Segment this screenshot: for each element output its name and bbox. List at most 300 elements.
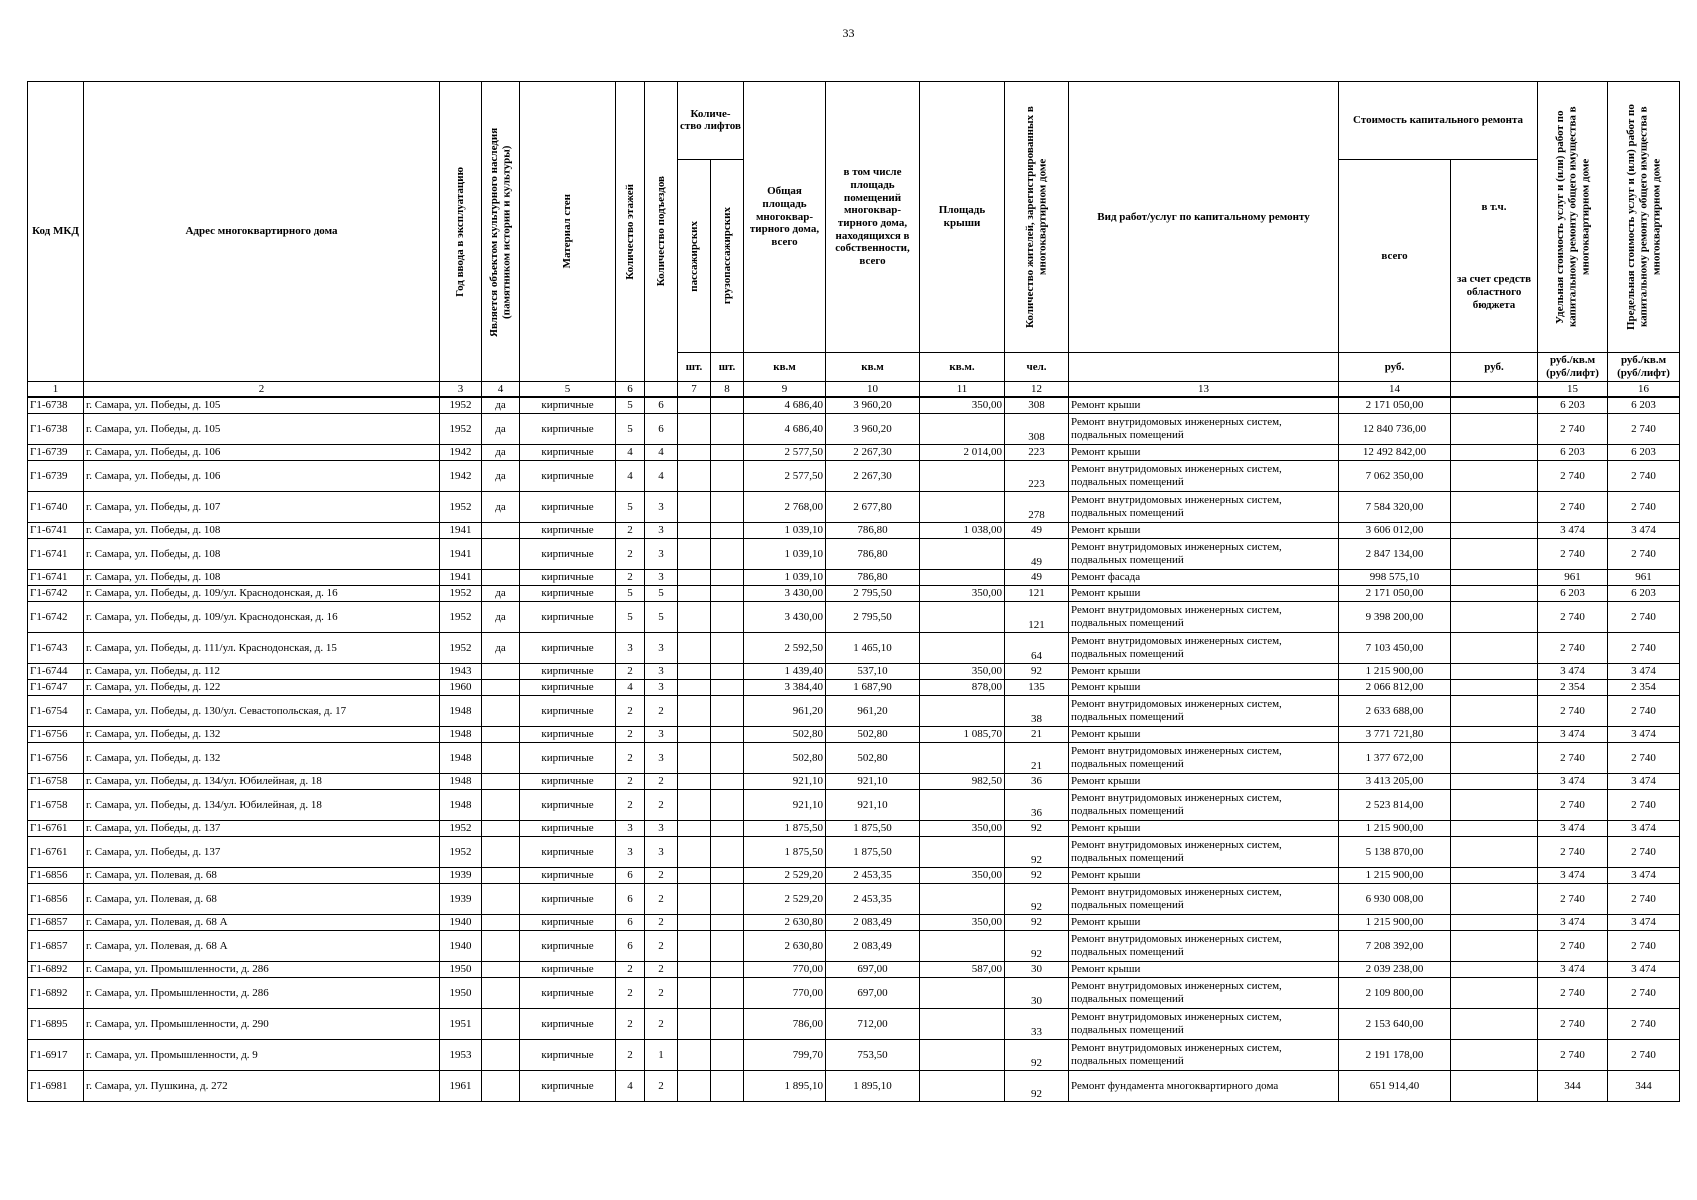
cell-roof-area xyxy=(920,790,1005,821)
cell-limit-cost: 2 740 xyxy=(1608,837,1680,868)
cell-cost-total: 12 840 736,00 xyxy=(1339,414,1451,445)
page-number: 33 xyxy=(842,26,855,40)
cell-entrances: 3 xyxy=(645,727,678,743)
cell-code: Г1-6892 xyxy=(28,962,84,978)
cell-limit-cost: 2 740 xyxy=(1608,414,1680,445)
cell-roof-area: 350,00 xyxy=(920,915,1005,931)
cell-code: Г1-6758 xyxy=(28,790,84,821)
cell-material: кирпичные xyxy=(520,1071,616,1102)
cell-heritage xyxy=(482,931,520,962)
cell-heritage xyxy=(482,884,520,915)
cell-material: кирпичные xyxy=(520,633,616,664)
cell-entrances: 2 xyxy=(645,1071,678,1102)
header-floors-text: Количество этажей xyxy=(623,183,636,280)
cell-roof-area xyxy=(920,978,1005,1009)
cell-entrances: 2 xyxy=(645,962,678,978)
header-floors xyxy=(616,82,645,382)
cell-heritage: да xyxy=(482,633,520,664)
cell-lifts-pass xyxy=(678,492,711,523)
column-number: 5 xyxy=(520,382,616,398)
cell-roof-area xyxy=(920,602,1005,633)
cell-unit-cost: 2 740 xyxy=(1538,633,1608,664)
cell-entrances: 2 xyxy=(645,931,678,962)
cell-heritage xyxy=(482,868,520,884)
cell-owned-area: 2 267,30 xyxy=(826,445,920,461)
cell-code: Г1-6742 xyxy=(28,586,84,602)
cell-code: Г1-6856 xyxy=(28,884,84,915)
cell-lifts-cargo xyxy=(711,602,744,633)
header-entrances-text: Количество подъездов xyxy=(654,176,667,287)
cell-heritage: да xyxy=(482,492,520,523)
cell-lifts-cargo xyxy=(711,1040,744,1071)
cell-residents: 38 xyxy=(1005,696,1069,727)
cell-code: Г1-6741 xyxy=(28,523,84,539)
cell-owned-area: 712,00 xyxy=(826,1009,920,1040)
cell-code: Г1-6741 xyxy=(28,539,84,570)
cell-floors: 2 xyxy=(616,523,645,539)
table-row xyxy=(28,461,1680,492)
cell-cost-regional xyxy=(1451,414,1538,445)
cell-floors: 2 xyxy=(616,664,645,680)
header-lifts-pass xyxy=(678,159,711,352)
cell-floors: 4 xyxy=(616,445,645,461)
cell-entrances: 3 xyxy=(645,539,678,570)
cell-total-area: 2 592,50 xyxy=(744,633,826,664)
cell-cost-regional xyxy=(1451,1071,1538,1102)
unit-lifts-cargo: шт. xyxy=(711,353,744,382)
cell-lifts-pass xyxy=(678,931,711,962)
header-lifts-pass-text: пассажирских xyxy=(687,220,700,292)
cell-residents: 49 xyxy=(1005,523,1069,539)
cell-lifts-pass xyxy=(678,414,711,445)
cell-owned-area: 786,80 xyxy=(826,539,920,570)
cell-residents: 92 xyxy=(1005,868,1069,884)
cell-lifts-cargo xyxy=(711,664,744,680)
column-number: 15 xyxy=(1538,382,1608,398)
cell-entrances: 2 xyxy=(645,696,678,727)
cell-floors: 2 xyxy=(616,774,645,790)
cell-cost-total: 2 153 640,00 xyxy=(1339,1009,1451,1040)
cell-floors: 2 xyxy=(616,1040,645,1071)
cell-work-type: Ремонт крыши xyxy=(1069,680,1339,696)
cell-unit-cost: 2 740 xyxy=(1538,790,1608,821)
header-total-area: Общая площадь многоквар-тирного дома, всего xyxy=(744,82,826,353)
header-lifts-cargo xyxy=(711,159,744,352)
cell-total-area: 1 439,40 xyxy=(744,664,826,680)
cell-owned-area: 697,00 xyxy=(826,978,920,1009)
cell-roof-area: 350,00 xyxy=(920,664,1005,680)
cell-lifts-cargo xyxy=(711,397,744,414)
cell-lifts-pass xyxy=(678,1040,711,1071)
cell-limit-cost: 6 203 xyxy=(1608,586,1680,602)
cell-unit-cost: 2 354 xyxy=(1538,680,1608,696)
cell-code: Г1-6740 xyxy=(28,492,84,523)
cell-lifts-cargo xyxy=(711,539,744,570)
cell-heritage xyxy=(482,1009,520,1040)
cell-cost-regional xyxy=(1451,727,1538,743)
unit-unit-cost: руб./кв.м (руб/лифт) xyxy=(1538,353,1608,382)
cell-residents: 30 xyxy=(1005,978,1069,1009)
cell-cost-regional xyxy=(1451,962,1538,978)
cell-limit-cost: 2 354 xyxy=(1608,680,1680,696)
table-row xyxy=(28,978,1680,1009)
cell-cost-total: 2 633 688,00 xyxy=(1339,696,1451,727)
cell-entrances: 3 xyxy=(645,492,678,523)
cell-lifts-cargo xyxy=(711,774,744,790)
cell-cost-regional xyxy=(1451,445,1538,461)
column-number: 8 xyxy=(711,382,744,398)
cell-limit-cost: 2 740 xyxy=(1608,602,1680,633)
cell-roof-area xyxy=(920,1040,1005,1071)
cell-material: кирпичные xyxy=(520,445,616,461)
table-row xyxy=(28,821,1680,837)
cell-limit-cost: 3 474 xyxy=(1608,868,1680,884)
cell-code: Г1-6917 xyxy=(28,1040,84,1071)
cell-address: г. Самара, ул. Победы, д. 137 xyxy=(84,821,440,837)
cell-entrances: 2 xyxy=(645,1009,678,1040)
cell-unit-cost: 2 740 xyxy=(1538,414,1608,445)
cell-work-type: Ремонт внутридомовых инженерных систем, подвальных помещений xyxy=(1069,931,1339,962)
cell-lifts-cargo xyxy=(711,743,744,774)
unit-residents: чел. xyxy=(1005,353,1069,382)
cell-code: Г1-6761 xyxy=(28,821,84,837)
cell-lifts-pass xyxy=(678,461,711,492)
cell-limit-cost: 2 740 xyxy=(1608,743,1680,774)
cell-address: г. Самара, ул. Победы, д. 109/ул. Краснодонская, д. 16 xyxy=(84,586,440,602)
cell-owned-area: 2 795,50 xyxy=(826,602,920,633)
table-row xyxy=(28,664,1680,680)
cell-material: кирпичные xyxy=(520,1009,616,1040)
cell-cost-regional xyxy=(1451,743,1538,774)
cell-total-area: 1 039,10 xyxy=(744,570,826,586)
cell-lifts-cargo xyxy=(711,586,744,602)
unit-work-type xyxy=(1069,353,1339,382)
cell-owned-area: 502,80 xyxy=(826,727,920,743)
cell-heritage xyxy=(482,915,520,931)
cell-residents: 121 xyxy=(1005,602,1069,633)
cell-limit-cost: 2 740 xyxy=(1608,696,1680,727)
cell-residents: 30 xyxy=(1005,962,1069,978)
cell-entrances: 3 xyxy=(645,664,678,680)
cell-residents: 21 xyxy=(1005,727,1069,743)
cell-owned-area: 921,10 xyxy=(826,790,920,821)
cell-year: 1943 xyxy=(440,664,482,680)
cell-lifts-pass xyxy=(678,915,711,931)
cell-residents: 64 xyxy=(1005,633,1069,664)
unit-owned-area: кв.м xyxy=(826,353,920,382)
cell-total-area: 2 529,20 xyxy=(744,884,826,915)
cell-lifts-cargo xyxy=(711,523,744,539)
cell-residents: 92 xyxy=(1005,884,1069,915)
cell-owned-area: 2 453,35 xyxy=(826,868,920,884)
cell-floors: 4 xyxy=(616,461,645,492)
cell-year: 1952 xyxy=(440,821,482,837)
table-row xyxy=(28,743,1680,774)
cell-work-type: Ремонт внутридомовых инженерных систем, подвальных помещений xyxy=(1069,884,1339,915)
cell-entrances: 2 xyxy=(645,774,678,790)
cell-floors: 2 xyxy=(616,727,645,743)
cell-owned-area: 1 875,50 xyxy=(826,821,920,837)
cell-floors: 5 xyxy=(616,414,645,445)
cell-address: г. Самара, ул. Победы, д. 107 xyxy=(84,492,440,523)
cell-lifts-pass xyxy=(678,962,711,978)
cell-year: 1940 xyxy=(440,931,482,962)
cell-residents: 92 xyxy=(1005,664,1069,680)
table-row xyxy=(28,837,1680,868)
cell-year: 1952 xyxy=(440,397,482,414)
cell-lifts-cargo xyxy=(711,727,744,743)
cell-residents: 308 xyxy=(1005,414,1069,445)
cell-total-area: 786,00 xyxy=(744,1009,826,1040)
cell-material: кирпичные xyxy=(520,696,616,727)
cell-year: 1941 xyxy=(440,523,482,539)
cell-limit-cost: 3 474 xyxy=(1608,664,1680,680)
cell-cost-total: 2 847 134,00 xyxy=(1339,539,1451,570)
cell-floors: 3 xyxy=(616,837,645,868)
header-year-text: Год ввода в эксплуатацию xyxy=(454,166,467,297)
unit-limit-cost: руб./кв.м (руб/лифт) xyxy=(1608,353,1680,382)
cell-unit-cost: 2 740 xyxy=(1538,602,1608,633)
cell-total-area: 770,00 xyxy=(744,978,826,1009)
cell-address: г. Самара, ул. Промышленности, д. 286 xyxy=(84,962,440,978)
unit-total-area: кв.м xyxy=(744,353,826,382)
cell-unit-cost: 2 740 xyxy=(1538,696,1608,727)
cell-cost-total: 2 523 814,00 xyxy=(1339,790,1451,821)
cell-material: кирпичные xyxy=(520,837,616,868)
cell-floors: 2 xyxy=(616,539,645,570)
header-owned-area: в том числе площадь помещений многоквар-тирного дома, находящихся в собственности, всего xyxy=(826,82,920,353)
table-row xyxy=(28,539,1680,570)
header-material xyxy=(520,82,616,382)
cell-limit-cost: 2 740 xyxy=(1608,1040,1680,1071)
cell-unit-cost: 344 xyxy=(1538,1071,1608,1102)
cell-cost-regional xyxy=(1451,633,1538,664)
cell-cost-regional xyxy=(1451,821,1538,837)
cell-heritage xyxy=(482,539,520,570)
cell-total-area: 2 630,80 xyxy=(744,915,826,931)
cell-cost-regional xyxy=(1451,492,1538,523)
cell-lifts-cargo xyxy=(711,884,744,915)
cell-limit-cost: 961 xyxy=(1608,570,1680,586)
cell-entrances: 5 xyxy=(645,602,678,633)
cell-address: г. Самара, ул. Победы, д. 137 xyxy=(84,837,440,868)
cell-cost-total: 1 377 672,00 xyxy=(1339,743,1451,774)
cell-year: 1952 xyxy=(440,492,482,523)
cell-lifts-pass xyxy=(678,523,711,539)
cell-total-area: 2 768,00 xyxy=(744,492,826,523)
cell-lifts-pass xyxy=(678,633,711,664)
cell-total-area: 770,00 xyxy=(744,962,826,978)
table-row xyxy=(28,397,1680,414)
cell-limit-cost: 2 740 xyxy=(1608,1009,1680,1040)
cell-work-type: Ремонт внутридомовых инженерных систем, подвальных помещений xyxy=(1069,696,1339,727)
cell-address: г. Самара, ул. Победы, д. 108 xyxy=(84,539,440,570)
table-header xyxy=(28,82,1680,398)
table-row xyxy=(28,414,1680,445)
cell-material: кирпичные xyxy=(520,461,616,492)
header-heritage xyxy=(482,82,520,382)
cell-roof-area: 1 038,00 xyxy=(920,523,1005,539)
cell-year: 1953 xyxy=(440,1040,482,1071)
cell-address: г. Самара, ул. Победы, д. 134/ул. Юбилейная, д. 18 xyxy=(84,790,440,821)
cell-lifts-pass xyxy=(678,774,711,790)
cell-total-area: 961,20 xyxy=(744,696,826,727)
cell-address: г. Самара, ул. Полевая, д. 68 xyxy=(84,884,440,915)
cell-unit-cost: 6 203 xyxy=(1538,397,1608,414)
cell-owned-area: 753,50 xyxy=(826,1040,920,1071)
cell-cost-regional xyxy=(1451,696,1538,727)
cell-year: 1948 xyxy=(440,790,482,821)
cell-heritage xyxy=(482,1071,520,1102)
cell-residents: 36 xyxy=(1005,790,1069,821)
cell-roof-area: 350,00 xyxy=(920,397,1005,414)
cell-year: 1952 xyxy=(440,837,482,868)
header-residents-text: Количество жителей, зарегистрированных в многоквартирном доме xyxy=(1023,106,1049,328)
cell-roof-area xyxy=(920,931,1005,962)
cell-limit-cost: 2 740 xyxy=(1608,492,1680,523)
cell-total-area: 799,70 xyxy=(744,1040,826,1071)
cell-residents: 49 xyxy=(1005,570,1069,586)
cell-entrances: 5 xyxy=(645,586,678,602)
cell-code: Г1-6981 xyxy=(28,1071,84,1102)
header-heritage-text: Является объектом культурного наследия (памятником истории и культуры) xyxy=(487,126,513,337)
cell-owned-area: 961,20 xyxy=(826,696,920,727)
cell-address: г. Самара, ул. Победы, д. 132 xyxy=(84,727,440,743)
cell-cost-regional xyxy=(1451,586,1538,602)
cell-limit-cost: 3 474 xyxy=(1608,821,1680,837)
cell-unit-cost: 3 474 xyxy=(1538,915,1608,931)
header-lifts-cargo-text: грузопассажирских xyxy=(720,207,733,305)
cell-residents: 223 xyxy=(1005,461,1069,492)
header-code: Код МКД xyxy=(28,82,84,382)
cell-owned-area: 786,80 xyxy=(826,523,920,539)
cell-floors: 2 xyxy=(616,962,645,978)
column-number: 2 xyxy=(84,382,440,398)
cell-heritage: да xyxy=(482,461,520,492)
unit-roof-area: кв.м. xyxy=(920,353,1005,382)
cell-roof-area xyxy=(920,414,1005,445)
table-row xyxy=(28,790,1680,821)
cell-cost-total: 1 215 900,00 xyxy=(1339,821,1451,837)
cell-unit-cost: 2 740 xyxy=(1538,978,1608,1009)
table-row xyxy=(28,774,1680,790)
table-row xyxy=(28,915,1680,931)
cell-heritage: да xyxy=(482,602,520,633)
cell-lifts-cargo xyxy=(711,962,744,978)
header-lifts: Количе-ство лифтов xyxy=(678,82,744,160)
cell-floors: 6 xyxy=(616,931,645,962)
cell-code: Г1-6758 xyxy=(28,774,84,790)
column-number: 16 xyxy=(1608,382,1680,398)
cell-floors: 2 xyxy=(616,570,645,586)
cell-work-type: Ремонт крыши xyxy=(1069,445,1339,461)
cell-entrances: 1 xyxy=(645,1040,678,1071)
cell-lifts-cargo xyxy=(711,1071,744,1102)
cell-residents: 92 xyxy=(1005,837,1069,868)
cell-roof-area: 982,50 xyxy=(920,774,1005,790)
cell-unit-cost: 2 740 xyxy=(1538,743,1608,774)
column-number: 7 xyxy=(678,382,711,398)
table-row xyxy=(28,570,1680,586)
cell-material: кирпичные xyxy=(520,602,616,633)
cell-total-area: 1 875,50 xyxy=(744,837,826,868)
cell-cost-total: 9 398 200,00 xyxy=(1339,602,1451,633)
cell-work-type: Ремонт крыши xyxy=(1069,727,1339,743)
cell-heritage xyxy=(482,837,520,868)
cell-material: кирпичные xyxy=(520,821,616,837)
cell-lifts-pass xyxy=(678,790,711,821)
cell-cost-total: 12 492 842,00 xyxy=(1339,445,1451,461)
cell-limit-cost: 2 740 xyxy=(1608,978,1680,1009)
cell-unit-cost: 3 474 xyxy=(1538,664,1608,680)
cell-limit-cost: 3 474 xyxy=(1608,523,1680,539)
header-material-text: Материал стен xyxy=(561,194,574,269)
cell-heritage xyxy=(482,774,520,790)
header-cost-regional-text: за счет средств областного бюджета xyxy=(1456,273,1532,311)
cell-entrances: 4 xyxy=(645,445,678,461)
cell-work-type: Ремонт крыши xyxy=(1069,586,1339,602)
cell-cost-regional xyxy=(1451,461,1538,492)
cell-floors: 3 xyxy=(616,633,645,664)
cell-cost-total: 7 584 320,00 xyxy=(1339,492,1451,523)
cell-cost-total: 7 103 450,00 xyxy=(1339,633,1451,664)
cell-year: 1952 xyxy=(440,414,482,445)
cell-lifts-cargo xyxy=(711,570,744,586)
cell-roof-area: 587,00 xyxy=(920,962,1005,978)
cell-cost-regional xyxy=(1451,837,1538,868)
cell-work-type: Ремонт внутридомовых инженерных систем, подвальных помещений xyxy=(1069,492,1339,523)
table-row xyxy=(28,1040,1680,1071)
cell-cost-total: 2 171 050,00 xyxy=(1339,397,1451,414)
column-number: 6 xyxy=(616,382,645,398)
column-number xyxy=(1451,382,1538,398)
table-row xyxy=(28,884,1680,915)
cell-lifts-pass xyxy=(678,868,711,884)
column-number xyxy=(645,382,678,398)
table-row xyxy=(28,931,1680,962)
cell-cost-regional xyxy=(1451,915,1538,931)
cell-code: Г1-6856 xyxy=(28,868,84,884)
cell-floors: 3 xyxy=(616,821,645,837)
cell-floors: 4 xyxy=(616,1071,645,1102)
cell-work-type: Ремонт внутридомовых инженерных систем, подвальных помещений xyxy=(1069,602,1339,633)
cell-work-type: Ремонт крыши xyxy=(1069,774,1339,790)
cell-heritage xyxy=(482,962,520,978)
cell-material: кирпичные xyxy=(520,743,616,774)
cell-entrances: 2 xyxy=(645,884,678,915)
cell-work-type: Ремонт внутридомовых инженерных систем, подвальных помещений xyxy=(1069,461,1339,492)
cell-material: кирпичные xyxy=(520,1040,616,1071)
cell-heritage xyxy=(482,696,520,727)
cell-heritage xyxy=(482,821,520,837)
cell-address: г. Самара, ул. Полевая, д. 68 А xyxy=(84,931,440,962)
cell-total-area: 1 039,10 xyxy=(744,539,826,570)
cell-year: 1941 xyxy=(440,539,482,570)
cell-year: 1942 xyxy=(440,445,482,461)
cell-owned-area: 1 895,10 xyxy=(826,1071,920,1102)
cell-floors: 5 xyxy=(616,397,645,414)
header-cost-incl: в т.ч. xyxy=(1481,200,1507,213)
cell-owned-area: 2 677,80 xyxy=(826,492,920,523)
cell-cost-regional xyxy=(1451,539,1538,570)
column-number: 14 xyxy=(1339,382,1451,398)
cell-code: Г1-6756 xyxy=(28,743,84,774)
cell-material: кирпичные xyxy=(520,915,616,931)
cell-cost-regional xyxy=(1451,397,1538,414)
cell-lifts-pass xyxy=(678,884,711,915)
cell-lifts-pass xyxy=(678,539,711,570)
cell-total-area: 3 430,00 xyxy=(744,586,826,602)
